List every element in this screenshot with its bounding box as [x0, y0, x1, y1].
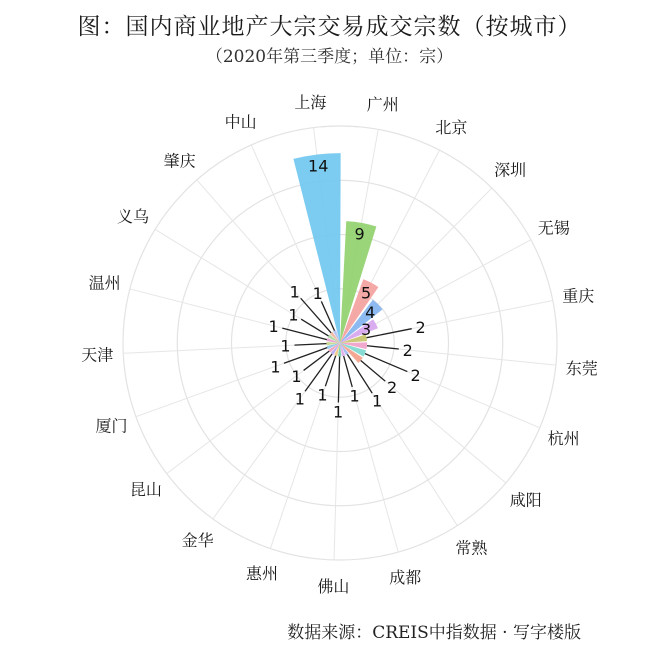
source-note: 数据来源：CREIS中指数据 · 写字楼版	[287, 623, 581, 643]
category-label: 重庆	[562, 286, 595, 306]
category-label: 常熟	[455, 538, 488, 558]
value-label: 1	[317, 385, 328, 405]
value-label: 3	[361, 319, 372, 339]
label-leader	[338, 357, 339, 403]
value-label: 1	[289, 282, 300, 302]
category-label: 惠州	[246, 564, 279, 584]
category-label: 中山	[224, 112, 257, 132]
value-label: 2	[386, 377, 398, 397]
label-leader	[294, 344, 326, 346]
label-leader	[361, 360, 385, 381]
value-label: 1	[291, 366, 302, 386]
category-label: 深圳	[494, 160, 527, 180]
value-label: 1	[349, 386, 360, 406]
category-label: 天津	[81, 345, 114, 365]
label-leader	[301, 319, 328, 336]
category-label: 义乌	[116, 206, 149, 226]
category-label: 金华	[181, 530, 214, 550]
category-label: 上海	[294, 92, 327, 112]
label-leader	[304, 351, 330, 370]
value-label: 9	[354, 224, 365, 244]
chart-subtitle: （2020年第三季度；单位：宗）	[205, 47, 454, 67]
category-label: 成都	[389, 568, 422, 588]
category-label: 广州	[366, 94, 399, 114]
category-label: 咸阳	[509, 490, 542, 510]
label-leader	[367, 329, 412, 338]
category-label: 北京	[435, 118, 468, 138]
value-label: 4	[365, 303, 376, 323]
chart-title: 图：国内商业地产大宗交易成交宗数（按城市）	[77, 14, 582, 40]
category-label: 佛山	[317, 576, 350, 596]
category-label: 肇庆	[163, 151, 196, 171]
value-label: 1	[294, 389, 305, 409]
bar-上海	[293, 153, 340, 343]
value-label: 1	[312, 284, 323, 304]
category-label: 厦门	[95, 416, 128, 436]
value-label: 1	[280, 336, 291, 356]
category-label: 杭州	[547, 428, 580, 448]
category-label: 无锡	[537, 218, 570, 238]
value-label: 14	[308, 156, 329, 176]
value-label: 1	[270, 357, 281, 377]
category-label: 东莞	[565, 358, 598, 378]
value-label: 5	[360, 283, 372, 303]
value-label: 1	[288, 305, 299, 325]
category-label: 昆山	[129, 480, 162, 500]
value-label: 1	[333, 402, 344, 422]
value-label: 1	[268, 316, 279, 336]
value-label: 1	[371, 391, 383, 411]
value-label: 2	[402, 340, 413, 360]
category-label: 温州	[88, 273, 121, 293]
value-label: 2	[415, 317, 426, 337]
value-label: 2	[410, 366, 421, 386]
